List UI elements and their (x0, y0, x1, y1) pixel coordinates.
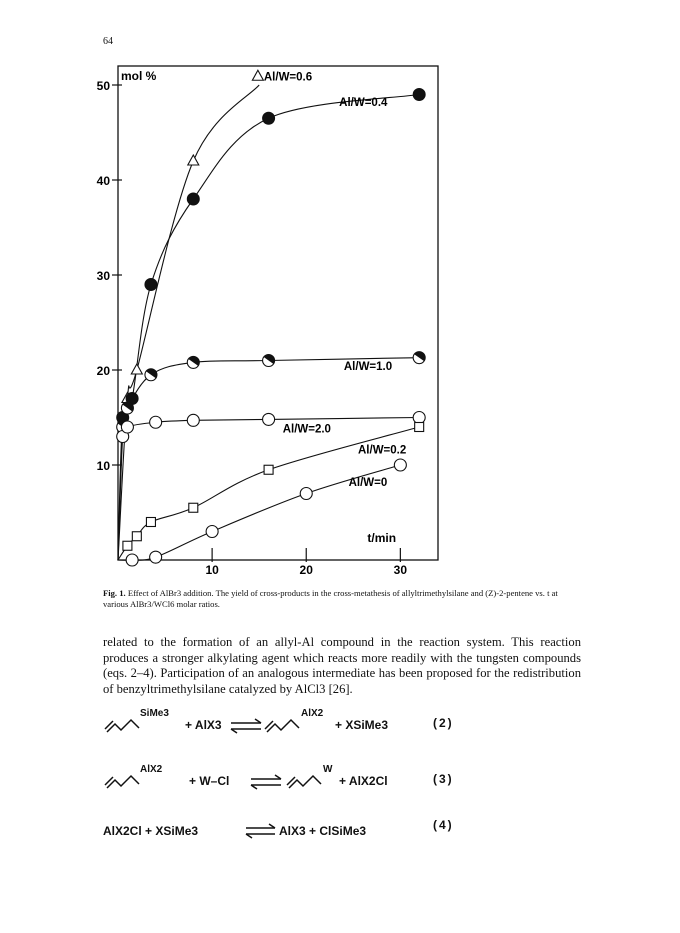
data-point-open-circle (121, 421, 133, 433)
y-tick-label: 30 (96, 269, 110, 283)
data-point-filled-circle (187, 193, 199, 205)
curve-label: Al/W=0 (348, 476, 388, 489)
curve-label: Al/W=1.0 (343, 361, 393, 373)
x-tick-label: 30 (393, 563, 408, 577)
y-tick-label: 40 (96, 174, 110, 188)
equation-4 (103, 816, 573, 854)
series-curve (118, 358, 419, 560)
eq4-number: (4) (433, 818, 454, 832)
data-point-open-triangle (131, 364, 142, 374)
data-point-open-triangle (188, 155, 199, 165)
y-axis-label: mol % (121, 69, 157, 83)
data-point-open-circle (394, 459, 406, 471)
eq3-reagent: + W–Cl (189, 774, 230, 788)
data-point-open-square (146, 518, 155, 527)
data-point-filled-circle (145, 279, 157, 291)
series-curve (118, 95, 419, 561)
curve-label: Al/W=2.0 (282, 423, 331, 436)
eq3-left-substituent: AlX2 (140, 764, 163, 775)
data-point-open-square (123, 541, 132, 550)
caption-text: Effect of AlBr3 addition. The yield of cross-products in the cross-metathesis of allyltrimethylsilane and (Z)-2-pentene vs. t at various AlBr3/WCl6 molar ratios. (103, 588, 558, 609)
x-tick-label: 20 (299, 563, 313, 577)
curve-label: Al/W=0.2 (358, 444, 407, 457)
eq2-right-substituent: AlX2 (301, 708, 324, 719)
data-point-open-circle (206, 526, 218, 538)
data-point-filled-circle (263, 112, 275, 124)
eq4-rhs: AlX3 + ClSiMe3 (279, 824, 367, 838)
series-curve (118, 85, 259, 560)
eq3-right-substituent: W (323, 764, 333, 775)
equation-2 (103, 706, 573, 744)
curve-label: Al/W=0.4 (339, 96, 388, 109)
eq3-number: (3) (433, 772, 454, 786)
plot-frame (118, 66, 438, 560)
eq2-left-substituent: SiMe3 (140, 708, 169, 719)
data-point-open-circle (150, 416, 162, 428)
data-point-filled-circle (413, 89, 425, 101)
caption-label: Fig. 1. (103, 588, 126, 598)
data-point-open-circle (300, 488, 312, 500)
data-point-open-circle (126, 554, 138, 566)
eq4-lhs: AlX2Cl + XSiMe3 (103, 824, 199, 838)
data-point-open-square (415, 423, 424, 432)
data-point-open-circle (150, 551, 162, 563)
data-point-open-circle (263, 413, 275, 425)
eq2-reagent: + AlX3 (185, 718, 222, 732)
x-tick-label: 10 (205, 563, 219, 577)
equation-3 (103, 762, 573, 800)
figure-caption (103, 588, 581, 610)
eq3-product: + AlX2Cl (339, 774, 388, 788)
curve-label: Al/W=0.6 (263, 71, 313, 84)
eq2-product: + XSiMe3 (335, 718, 389, 732)
y-tick-label: 10 (96, 459, 110, 473)
y-tick-label: 20 (96, 364, 110, 378)
legend-triangle-marker (252, 70, 263, 80)
body-paragraph: related to the formation of an allyl-Al compound in the reaction system. This reaction produces a stronger alkylating agent which reacts more readily with the tungsten compounds (eqs. 2–4). Participation of an analogous intermediate has been proposed for the redistribution of benzyltrimethylsilane catalyzed by AlCl3 [26]. (103, 635, 581, 696)
page-number: 64 (103, 36, 113, 47)
data-point-open-circle (187, 414, 199, 426)
data-point-open-square (264, 465, 273, 474)
data-point-open-square (189, 503, 198, 512)
eq2-number: (2) (433, 716, 454, 730)
y-tick-label: 50 (96, 79, 110, 93)
allyl-structure-icon (103, 762, 573, 802)
figure-chart (80, 52, 450, 582)
x-axis-label: t/min (367, 531, 397, 545)
data-point-open-circle (413, 412, 425, 424)
data-point-open-square (132, 532, 141, 541)
